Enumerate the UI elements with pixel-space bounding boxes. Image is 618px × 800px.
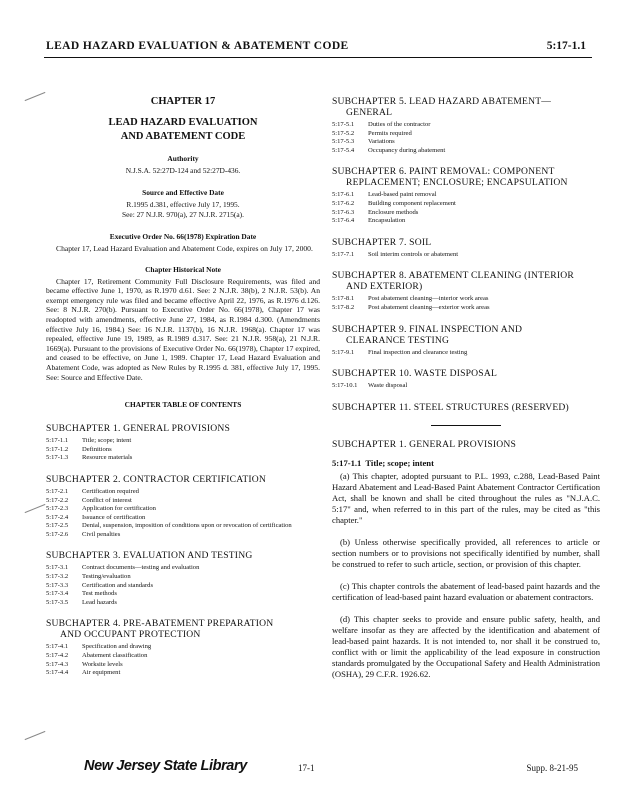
subchapter-heading — [332, 324, 600, 346]
section-name: Specification and drawing — [82, 643, 152, 651]
subchapter-block — [332, 237, 600, 260]
section-list-item — [332, 304, 600, 313]
section-name: Soil interim controls or abatement — [368, 250, 459, 258]
section-number: 5:17-3.1 — [46, 564, 69, 572]
section-number: 5:17-8.2 — [332, 303, 355, 311]
subchapter-title-continued: AND EXTERIOR) — [346, 281, 423, 293]
chapter-title-line: AND ABATEMENT CODE — [120, 131, 246, 142]
section-name: Building component replacement — [368, 199, 456, 207]
section-number: 5:17-3.2 — [46, 573, 69, 581]
subchapter-title: SUBCHAPTER 3. EVALUATION AND TESTING — [46, 550, 253, 562]
historical-note-heading: Chapter Historical Note — [145, 264, 221, 274]
section-name: Air equipment — [82, 669, 121, 677]
section-name: Testing/evaluation — [82, 573, 131, 581]
section-number: 5:17-2.1 — [46, 487, 69, 495]
authority-text: N.J.S.A. 52:27D-124 and 52:27D-436. — [125, 166, 241, 175]
section-list-item — [332, 147, 600, 156]
section-list-item — [46, 669, 320, 678]
table-of-contents-left — [46, 423, 320, 678]
section-number: 5:17-1.3 — [46, 454, 69, 462]
section-list-item — [332, 251, 600, 260]
section-name: Certification required — [82, 487, 139, 495]
section-name: Lead hazards — [82, 598, 117, 606]
subchapter-block — [332, 368, 600, 391]
section-list-item — [46, 505, 320, 514]
subchapter-block — [332, 96, 600, 155]
right-column — [332, 96, 600, 691]
subchapter-block — [46, 423, 320, 463]
section-list-item — [332, 209, 600, 218]
section-list-item — [46, 488, 320, 497]
scan-mark — [25, 92, 46, 101]
section-name: Application for certification — [82, 505, 156, 513]
source-line: R.1995 d.381, effective July 17, 1995. — [126, 200, 240, 209]
subchapter-title: SUBCHAPTER 11. STEEL STRUCTURES (RESERVED) — [332, 401, 569, 413]
table-of-contents-heading: CHAPTER TABLE OF CONTENTS — [124, 400, 242, 410]
section-list-item — [332, 138, 600, 147]
section-name: Denial, suspension, imposition of conditions upon or revocation of certification — [82, 522, 292, 530]
subchapter-block — [46, 474, 320, 540]
subchapter-heading — [332, 270, 600, 292]
section-list-item — [332, 217, 600, 226]
section-number: 5:17-2.5 — [46, 522, 69, 530]
subchapter-block — [332, 402, 600, 413]
section-name: Title; scope; intent — [365, 457, 434, 468]
section-list-item — [46, 661, 320, 670]
left-column — [46, 96, 320, 689]
section-name: Certification and standards — [82, 581, 154, 589]
section-list-item — [332, 295, 600, 304]
section-list-item — [46, 652, 320, 661]
header-rule — [44, 57, 592, 58]
section-name: Encapsulation — [368, 217, 406, 225]
section-number: 5:17-2.2 — [46, 496, 69, 504]
subchapter-title: SUBCHAPTER 10. WASTE DISPOSAL — [332, 368, 498, 380]
section-number: 5:17-4.2 — [46, 652, 69, 660]
subchapter-title: SUBCHAPTER 9. FINAL INSPECTION AND — [332, 323, 523, 335]
section-name: Issuance of certification — [82, 513, 146, 521]
scan-mark — [25, 731, 46, 740]
subchapter-heading — [46, 550, 320, 561]
section-list-item — [46, 599, 320, 608]
paragraph-d: (d) This chapter seeks to provide and ensure public safety, health, and welfare insofar as they are affected by the identification and abatement of lead-based paint hazards. It is not intended to, nor shall it be construed to, conflict with or limit the applicability of the lead exposure in construction standards promulgated by the Occupational Safety and Health Administration (OSHA), 29 C.F.R. 1926.62. — [332, 613, 600, 679]
section-name: Occupancy during abatement — [368, 146, 446, 154]
section-name: Civil penalties — [82, 530, 121, 538]
section-number: 5:17-6.4 — [332, 217, 355, 225]
subchapter-title-continued: GENERAL — [346, 107, 393, 118]
subchapter-title: SUBCHAPTER 7. SOIL — [332, 236, 432, 248]
subchapter-heading — [332, 166, 600, 188]
section-number: 5:17-5.4 — [332, 146, 355, 154]
subchapter-heading — [46, 618, 320, 640]
section-name: Test methods — [82, 590, 117, 598]
section-title — [332, 458, 600, 468]
chapter-title — [46, 116, 320, 144]
section-number: 5:17-10.1 — [332, 382, 358, 390]
subchapter-block — [46, 618, 320, 677]
section-list-item — [46, 514, 320, 523]
section-number: 5:17-4.1 — [46, 643, 69, 651]
subchapter-title: SUBCHAPTER 5. LEAD HAZARD ABATEMENT— — [332, 96, 552, 107]
section-list-item — [46, 582, 320, 591]
section-number: 5:17-6.2 — [332, 199, 355, 207]
section-number: 5:17-2.6 — [46, 530, 69, 538]
section-list-item — [46, 590, 320, 599]
source-heading: Source and Effective Date — [142, 188, 224, 197]
subchapter-title: SUBCHAPTER 6. PAINT REMOVAL: COMPONENT — [332, 166, 555, 178]
section-number: 5:17-5.2 — [332, 129, 355, 137]
section-list — [46, 564, 320, 607]
chapter-title-line: LEAD HAZARD EVALUATION — [108, 117, 258, 128]
section-list-item — [46, 564, 320, 573]
section-number: 5:17-2.4 — [46, 513, 69, 521]
section-list — [332, 349, 600, 358]
section-name: Title; scope; intent — [82, 437, 132, 445]
subchapter-title: SUBCHAPTER 4. PRE-ABATEMENT PREPARATION — [46, 618, 274, 630]
section-list-item — [332, 191, 600, 200]
section-list-item — [332, 382, 600, 391]
section-list — [332, 121, 600, 155]
section-number: 5:17-4.3 — [46, 660, 69, 668]
section-list — [332, 191, 600, 225]
table-of-contents-right — [332, 96, 600, 413]
section-list-item — [46, 446, 320, 455]
section-name: Post abatement cleaning—interior work areas — [368, 295, 489, 303]
section-name: Worksite levels — [82, 660, 123, 668]
library-stamp: New Jersey State Library — [84, 758, 247, 774]
section-list — [46, 488, 320, 540]
paragraph-a: (a) This chapter, adopted pursuant to P.L. 1993, c.288, Lead-Based Paint Hazard Abatement and Lead-Based Paint Abatement Contractor Certification Act, shall be known and shall be cited throughout the rules as "N.J.A.C. 5:17" and, when referred to in this part of the rules, may be cited as "this chapter." — [332, 470, 600, 525]
section-list — [46, 437, 320, 463]
section-number: 5:17-5.3 — [332, 138, 355, 146]
section-name: Duties of the contractor — [368, 121, 431, 128]
historical-note-text: Chapter 17, Retirement Community Full Disclosure Requirements, was filed and became effective June 1, 1970, as R.1970 d.61. See: 2 N.J.R. 38(b), 2 N.J.R. 53(b). An exempt emergency rule was filed and became effective April 22, 1976, as R.1976 d.126. See: 8 N.J.R. 270(b). Pursuant to Executive Order No. 66(1978), Chapter 17 was readopted with amendments, effective June 27, 1984, as R.1984 d.300. (Amendments effective July 16, 1984.) See: 16 N.J.R. 1137(b), 16 N.J.R. 1968(a). Chapter 17 was repealed, effective June 19, 1989, as R.1989 d.317. See: 21 N.J.R. 958(a), 21 N.J.R. 1669(a). Pursuant to the provisions of Executive Order No. 66(1978), Chapter 17 expired, and ceased to be effective, on June 1, 1989. Chapter 17, Lead Hazard Evaluation and Abatement Code, was adopted as New Rules by R.1995 d. 381, effective July 17, 1995. See: Source and Effective Date. — [46, 276, 320, 382]
authority-heading: Authority — [167, 154, 199, 163]
section-number: 5:17-7.1 — [332, 250, 355, 258]
subchapter-title: SUBCHAPTER 2. CONTRACTOR CERTIFICATION — [46, 473, 267, 485]
subchapter-block — [46, 550, 320, 607]
subchapter-title-continued: CLEARANCE TESTING — [346, 334, 450, 346]
subchapter-block — [332, 270, 600, 312]
section-name: Definitions — [82, 445, 112, 453]
subchapter-title-continued: REPLACEMENT; ENCLOSURE; ENCAPSULATION — [346, 177, 568, 189]
section-list-item — [46, 643, 320, 652]
section-number: 5:17-9.1 — [332, 348, 355, 356]
section-number: 5:17-3.4 — [46, 590, 69, 598]
section-number: 5:17-5.1 — [332, 121, 355, 128]
subchapter-title: SUBCHAPTER 8. ABATEMENT CLEANING (INTERIOR — [332, 270, 574, 282]
section-number: 5:17-3.5 — [46, 598, 69, 606]
subchapter-block — [332, 324, 600, 358]
subchapter-heading — [46, 423, 320, 434]
section-list-item — [46, 454, 320, 463]
subchapter-block — [332, 166, 600, 225]
section-number: 5:17-1.2 — [46, 445, 69, 453]
executive-order-heading: Executive Order No. 66(1978) Expiration Date — [109, 232, 257, 241]
section-list-item — [332, 121, 600, 130]
section-name: Final inspection and clearance testing — [368, 348, 468, 356]
section-list — [46, 643, 320, 677]
source-line: See: 27 N.J.R. 970(a), 27 N.J.R. 2715(a). — [122, 210, 244, 219]
section-number: 5:17-8.1 — [332, 295, 355, 303]
subchapter-title-continued: AND OCCUPANT PROTECTION — [60, 629, 201, 641]
executive-order-text: Chapter 17, Lead Hazard Evaluation and Abatement Code, expires on July 17, 2000. — [56, 244, 313, 253]
section-list-item — [46, 437, 320, 446]
source-text — [46, 200, 320, 220]
section-list-item — [332, 200, 600, 209]
section-list-item — [332, 349, 600, 358]
section-list — [332, 382, 600, 391]
supplement-date: Supp. 8-21-95 — [526, 763, 578, 773]
section-name: Resource materials — [82, 454, 133, 462]
section-number: 5:17-6.1 — [332, 191, 355, 199]
section-list — [332, 251, 600, 260]
section-name: Waste disposal — [368, 382, 408, 390]
section-name: Post abatement cleaning—exterior work areas — [368, 303, 490, 311]
section-number: 5:17-6.3 — [332, 208, 355, 216]
section-number: 5:17-4.4 — [46, 669, 69, 677]
section-divider — [431, 425, 501, 426]
subchapter-heading — [46, 474, 320, 485]
section-number: 5:17-3.3 — [46, 581, 69, 589]
running-header-title: LEAD HAZARD EVALUATION & ABATEMENT CODE — [46, 40, 349, 52]
chapter-number: CHAPTER 17 — [150, 96, 216, 107]
section-list-item — [46, 573, 320, 582]
page-number: 17-1 — [298, 763, 315, 773]
section-name: Enclosure methods — [368, 208, 419, 216]
section-name: Contract documents—testing and evaluation — [82, 564, 200, 572]
section-list-item — [332, 130, 600, 139]
paragraph-b: (b) Unless otherwise specifically provided, all references to article or section numbers or to provisions not specifically identified by number, shall be construed to refer to such article, section, or provision of this chapter. — [332, 536, 600, 569]
section-list — [332, 295, 600, 312]
section-name: Variations — [368, 138, 395, 146]
running-header-section: 5:17-1.1 — [546, 40, 586, 52]
section-name: Lead-based paint removal — [368, 191, 437, 199]
section-number: 5:17-1.1 — [332, 457, 362, 468]
section-name: Permits required — [368, 129, 412, 137]
section-number: 5:17-1.1 — [46, 437, 69, 445]
paragraph-c: (c) This chapter controls the abatement of lead-based paint hazards and the certification of lead-based paint hazard evaluation or abatement contractors. — [332, 580, 600, 602]
subchapter-heading — [332, 402, 600, 413]
section-list-item — [46, 522, 320, 531]
section-list-item — [46, 531, 320, 540]
subchapter-heading — [332, 368, 600, 379]
subchapter-heading — [332, 96, 600, 118]
section-number: 5:17-2.3 — [46, 505, 69, 513]
subchapter-heading: SUBCHAPTER 1. GENERAL PROVISIONS — [332, 438, 517, 450]
scan-mark — [25, 504, 46, 513]
subchapter-title: SUBCHAPTER 1. GENERAL PROVISIONS — [46, 423, 231, 435]
section-name: Conflict of interest — [82, 496, 132, 504]
section-name: Abatement classification — [82, 652, 148, 660]
section-list-item — [46, 497, 320, 506]
subchapter-heading — [332, 237, 600, 248]
